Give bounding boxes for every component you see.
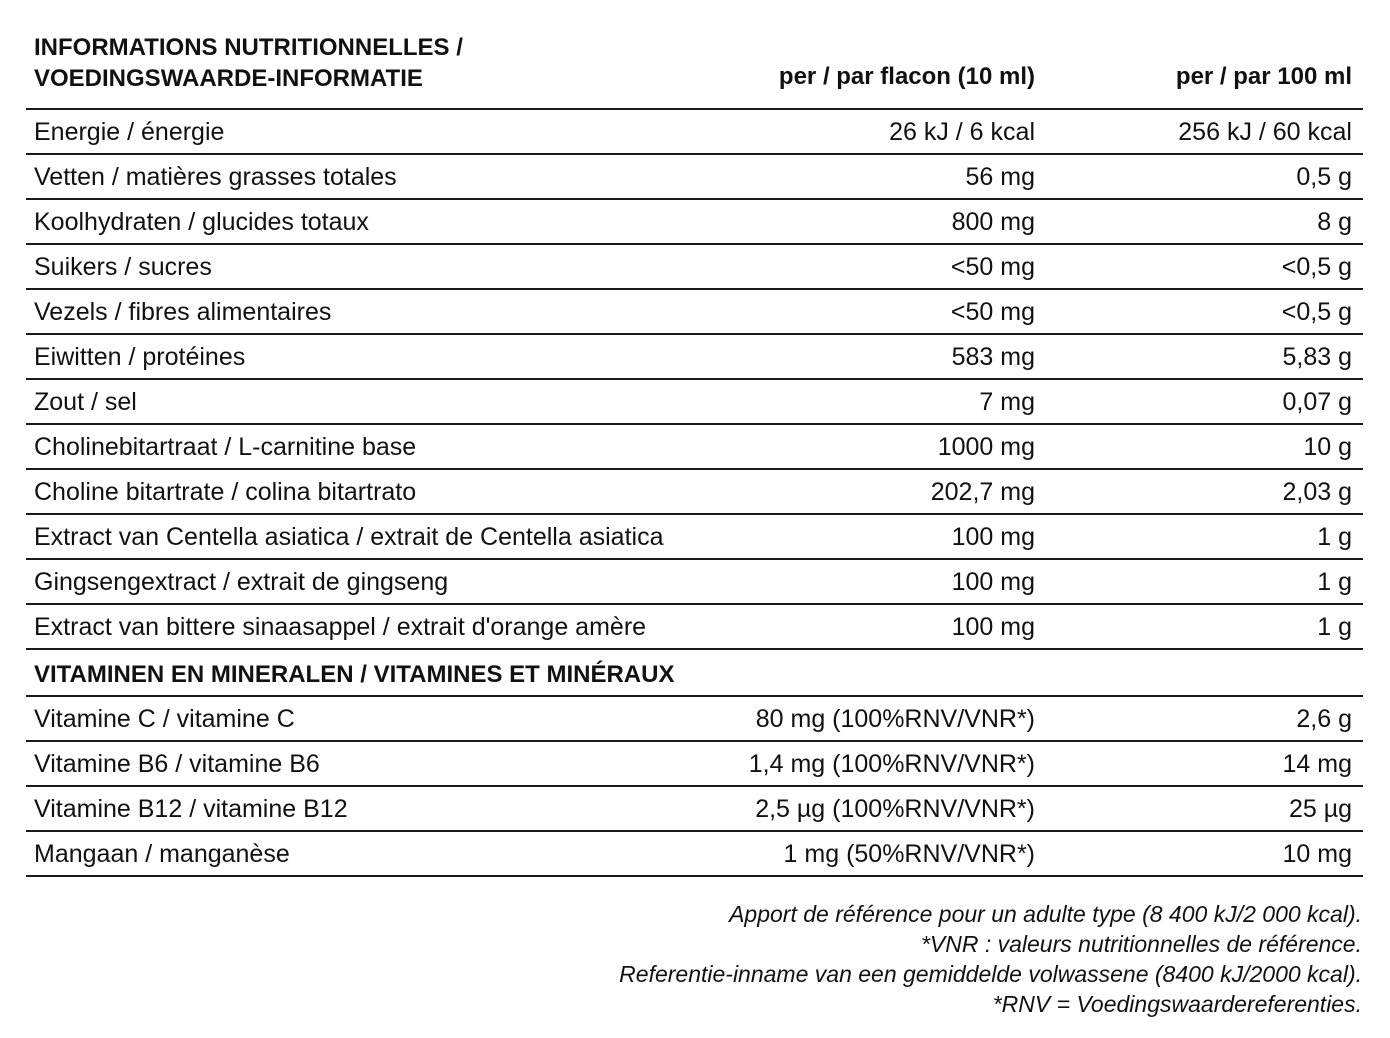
value-per-bottle: <50 mg <box>950 298 1035 326</box>
nutrient-label: Extract van Centella asiatica / extrait de Centella asiatica <box>34 523 664 551</box>
nutrient-label: Koolhydraten / glucides totaux <box>34 208 369 236</box>
vitamin-label: Vitamine B12 / vitamine B12 <box>34 795 348 823</box>
value-per-bottle: 26 kJ / 6 kcal <box>889 118 1035 146</box>
table-header <box>26 28 1363 110</box>
value-per-100ml: 0,07 g <box>1282 388 1352 416</box>
value-per-bottle: 202,7 mg <box>930 478 1035 506</box>
footnote-vnr: *VNR : valeurs nutritionnelles de référence. <box>920 931 1362 957</box>
table-row <box>26 605 1363 650</box>
value-per-bottle: 7 mg <box>979 388 1035 416</box>
value-per-100ml: <0,5 g <box>1281 298 1352 326</box>
vitamin-label: Mangaan / manganèse <box>34 840 290 868</box>
nutrient-label: Vetten / matières grasses totales <box>34 163 397 191</box>
nutrient-label: Cholinebitartraat / L-carnitine base <box>34 433 417 461</box>
value-per-bottle: 100 mg <box>951 568 1035 596</box>
value-per-bottle: 80 mg (100%RNV/VNR*) <box>755 705 1035 733</box>
table-row <box>26 200 1363 245</box>
section-title: VITAMINEN EN MINERALEN / VITAMINES ET MINÉRAUX <box>34 661 675 688</box>
table-row <box>26 787 1363 832</box>
nutrient-label: Vezels / fibres alimentaires <box>34 298 332 326</box>
value-per-100ml: 256 kJ / 60 kcal <box>1178 118 1352 146</box>
value-per-bottle: 1,4 mg (100%RNV/VNR*) <box>748 750 1035 778</box>
value-per-100ml: 10 mg <box>1282 840 1352 868</box>
value-per-bottle: 56 mg <box>965 163 1035 191</box>
value-per-bottle: 800 mg <box>951 208 1035 236</box>
footnote-rnv: *RNV = Voedingswaardereferenties. <box>992 991 1362 1017</box>
value-per-bottle: 100 mg <box>951 523 1035 551</box>
table-row <box>26 515 1363 560</box>
vitamin-label: Vitamine C / vitamine C <box>34 705 295 733</box>
value-per-bottle: 1 mg (50%RNV/VNR*) <box>783 840 1035 868</box>
value-per-100ml: 14 mg <box>1282 750 1352 778</box>
table-row <box>26 380 1363 425</box>
table-title-nl: VOEDINGSWAARDE-INFORMATIE <box>34 65 423 92</box>
table-row <box>26 697 1363 742</box>
value-per-bottle: 583 mg <box>951 343 1035 371</box>
table-row <box>26 560 1363 605</box>
table-row <box>26 155 1363 200</box>
vitamin-rows <box>26 697 1363 877</box>
column-header-per-100ml: per / par 100 ml <box>1175 63 1352 90</box>
nutrient-label: Gingsengextract / extrait de gingseng <box>34 568 449 596</box>
value-per-bottle: <50 mg <box>950 253 1035 281</box>
value-per-100ml: 2,03 g <box>1282 478 1352 506</box>
value-per-100ml: 2,6 g <box>1296 705 1352 733</box>
footnotes <box>619 899 1362 1019</box>
value-per-100ml: 0,5 g <box>1296 163 1352 191</box>
nutrient-label: Energie / énergie <box>34 118 225 146</box>
value-per-bottle: 100 mg <box>951 613 1035 641</box>
table-title-fr: INFORMATIONS NUTRITIONNELLES / <box>34 34 463 61</box>
nutrient-rows <box>26 110 1363 650</box>
vitamins-section-header <box>26 650 1363 697</box>
vitamin-label: Vitamine B6 / vitamine B6 <box>34 750 320 778</box>
column-header-per-bottle: per / par flacon (10 ml) <box>778 63 1035 90</box>
table-row <box>26 832 1363 877</box>
table-row <box>26 335 1363 380</box>
value-per-bottle: 2,5 µg (100%RNV/VNR*) <box>755 795 1035 823</box>
nutrient-label: Suikers / sucres <box>34 253 212 281</box>
value-per-100ml: 25 µg <box>1288 795 1352 823</box>
nutrient-label: Choline bitartrate / colina bitartrato <box>34 478 417 506</box>
value-per-100ml: 1 g <box>1317 568 1352 596</box>
value-per-100ml: 5,83 g <box>1282 343 1352 371</box>
footnote-reference-intake-fr: Apport de référence pour un adulte type (8 400 kJ/2 000 kcal). <box>729 901 1362 927</box>
table-row <box>26 110 1363 155</box>
value-per-100ml: <0,5 g <box>1281 253 1352 281</box>
value-per-100ml: 1 g <box>1317 523 1352 551</box>
table-row <box>26 245 1363 290</box>
table-row <box>26 425 1363 470</box>
table-row <box>26 290 1363 335</box>
value-per-100ml: 1 g <box>1317 613 1352 641</box>
value-per-bottle: 1000 mg <box>937 433 1035 461</box>
value-per-100ml: 10 g <box>1303 433 1352 461</box>
nutrient-label: Zout / sel <box>34 388 137 416</box>
nutrition-table <box>26 28 1363 877</box>
table-row <box>26 742 1363 787</box>
table-title <box>34 32 463 94</box>
nutrient-label: Eiwitten / protéines <box>34 343 246 371</box>
value-per-100ml: 8 g <box>1317 208 1352 236</box>
footnote-reference-intake-nl: Referentie-inname van een gemiddelde volwassene (8400 kJ/2000 kcal). <box>619 961 1362 987</box>
table-row <box>26 470 1363 515</box>
nutrient-label: Extract van bittere sinaasappel / extrait d'orange amère <box>34 613 647 641</box>
